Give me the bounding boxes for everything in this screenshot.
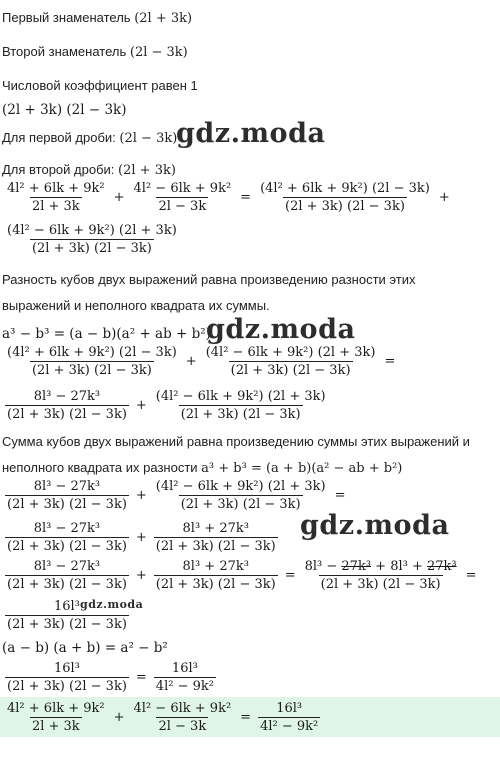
sum-of-cubes-label: неполного квадрата их разности xyxy=(2,460,198,475)
equation-row-2 xyxy=(2,222,182,257)
numerator: 16l³ xyxy=(171,661,198,676)
equals-sign: = xyxy=(240,190,252,205)
denominator: 2l + 3k xyxy=(31,199,80,214)
first-fraction-factor: (2l − 3k) xyxy=(119,131,178,146)
fraction xyxy=(5,520,129,555)
numerator: (4l² − 6lk + 9k²) (2l + 3k) xyxy=(7,223,177,238)
watermark-logo: gdz.moda xyxy=(206,314,356,345)
fraction xyxy=(154,660,216,695)
first-denominator-line xyxy=(2,10,192,27)
sum-of-cubes-text-1: Сумма кубов двух выражений равна произведению суммы этих выражений и xyxy=(2,434,470,449)
numerator: 8l³ − 27k³ xyxy=(33,521,101,536)
plus-sign: + xyxy=(135,488,147,503)
fraction xyxy=(258,700,320,735)
denominator: (2l + 3k) (2l − 3k) xyxy=(31,363,152,378)
plus-sign: + xyxy=(135,398,147,413)
cancelled-term: 27k³ xyxy=(427,559,457,574)
denominator: 4l² − 9k² xyxy=(260,719,319,734)
denominator: (2l + 3k) (2l − 3k) xyxy=(7,679,127,694)
fraction xyxy=(204,344,378,379)
equation-row-4 xyxy=(2,388,331,423)
denominator: 2l − 3k xyxy=(158,719,207,734)
difference-of-squares-formula: (a − b) (a + b) = a² − b² xyxy=(2,640,168,656)
fraction xyxy=(154,388,328,423)
difference-of-cubes-text-2: выражений и неполного квадрата их суммы. xyxy=(2,298,270,313)
denominator: (2l + 3k) (2l − 3k) xyxy=(7,617,127,632)
denominator: (2l + 3k) (2l − 3k) xyxy=(285,199,405,214)
second-denominator-expr: (2l − 3k) xyxy=(129,45,188,60)
fraction xyxy=(154,558,278,593)
denominator: (2l + 3k) (2l − 3k) xyxy=(7,539,127,554)
equals-sign: = xyxy=(465,568,477,583)
second-fraction-label: Для второй дроби: xyxy=(2,162,115,177)
fraction xyxy=(5,344,179,379)
equation-row-1 xyxy=(2,180,454,215)
equation-row-5 xyxy=(2,478,349,513)
denominator: (2l + 3k) (2l − 3k) xyxy=(31,241,152,256)
fraction xyxy=(5,180,107,215)
numerator: (4l² − 6lk + 9k²) (2l + 3k) xyxy=(155,389,326,404)
numerator: 16l³ xyxy=(53,599,80,614)
second-fraction-factor-line xyxy=(2,162,176,179)
numerator: (4l² + 6lk + 9k²) (2l − 3k) xyxy=(260,181,430,196)
equals-sign: = xyxy=(240,710,252,725)
fraction xyxy=(5,700,107,735)
cancelled-term: 27k³ xyxy=(341,559,372,574)
first-fraction-factor-line xyxy=(2,130,177,147)
equation-row-7 xyxy=(2,558,481,593)
denominator: 4l² − 9k² xyxy=(155,679,214,694)
plus-sign: + xyxy=(135,530,147,545)
numerator: 16l³ xyxy=(276,701,303,716)
plus-sign: + xyxy=(113,710,125,725)
fraction xyxy=(5,660,129,695)
fraction xyxy=(5,558,129,593)
numerator: 4l² + 6lk + 9k² xyxy=(7,181,105,196)
denominator: (2l + 3k) (2l − 3k) xyxy=(320,577,441,592)
denominator: (2l + 3k) (2l − 3k) xyxy=(155,577,276,592)
first-denominator-label: Первый знаменатель xyxy=(2,10,131,25)
plus-sign: + xyxy=(113,190,125,205)
equals-sign: = xyxy=(384,354,396,369)
numerator: 8l³ − 27k³ xyxy=(33,559,101,574)
equation-row-6 xyxy=(2,520,281,555)
fraction xyxy=(303,558,459,593)
denominator: (2l + 3k) (2l − 3k) xyxy=(155,539,276,554)
denominator: 2l + 3k xyxy=(31,719,80,734)
numerator: 8l³ + 27k³ xyxy=(182,521,249,536)
numerator: 4l² − 6lk + 9k² xyxy=(133,701,232,716)
numerator: (4l² − 6lk + 9k²) (2l + 3k) xyxy=(205,345,376,360)
fraction xyxy=(5,388,129,423)
common-denominator: (2l + 3k) (2l − 3k) xyxy=(2,102,127,118)
equals-sign: = xyxy=(284,568,296,583)
fraction xyxy=(132,180,234,215)
plus-sign: + xyxy=(135,568,147,583)
denominator: (2l + 3k) (2l − 3k) xyxy=(180,407,301,422)
fraction xyxy=(258,180,432,215)
watermark-logo: gdz.moda xyxy=(176,118,326,149)
term: + 8l³ + xyxy=(371,559,428,574)
term: 8l³ − xyxy=(304,559,342,574)
first-denominator-expr: (2l + 3k) xyxy=(134,11,193,26)
fraction xyxy=(154,478,328,513)
first-fraction-label: Для первой дроби: xyxy=(2,130,116,145)
second-fraction-factor: (2l + 3k) xyxy=(118,163,176,178)
coefficient-line: Числовой коэффициент равен 1 xyxy=(2,78,198,93)
sum-of-cubes-text-2 xyxy=(2,460,402,477)
fraction xyxy=(154,520,278,555)
plus-sign: + xyxy=(185,354,197,369)
second-denominator-line xyxy=(2,44,188,61)
denominator: (2l + 3k) (2l − 3k) xyxy=(180,497,301,512)
final-answer-row xyxy=(2,700,323,735)
denominator: 2l − 3k xyxy=(158,199,207,214)
fraction xyxy=(132,700,234,735)
sum-of-cubes-formula: a³ + b³ = (a + b)(a² − ab + b²) xyxy=(201,461,403,476)
plus-sign: + xyxy=(438,190,450,205)
fraction xyxy=(5,222,179,257)
denominator: (2l + 3k) (2l − 3k) xyxy=(230,363,351,378)
watermark-logo: gdz.moda xyxy=(300,510,450,541)
numerator: 8l³ − 27k³ xyxy=(33,479,101,494)
difference-of-cubes-text-1: Разность кубов двух выражений равна произведению разности этих xyxy=(2,272,416,287)
numerator: (4l² + 6lk + 9k²) (2l − 3k) xyxy=(7,345,177,360)
numerator xyxy=(303,558,459,575)
numerator: (4l² − 6lk + 9k²) (2l + 3k) xyxy=(155,479,326,494)
numerator: 4l² + 6lk + 9k² xyxy=(7,701,105,716)
numerator: 8l³ − 27k³ xyxy=(33,389,101,404)
equals-sign: = xyxy=(334,488,346,503)
numerator: 8l³ + 27k³ xyxy=(182,559,249,574)
denominator: (2l + 3k) (2l − 3k) xyxy=(7,577,127,592)
numerator: 4l² − 6lk + 9k² xyxy=(133,181,232,196)
equation-row-3 xyxy=(2,344,399,379)
fraction xyxy=(5,478,129,513)
equals-sign: = xyxy=(135,670,147,685)
second-denominator-label: Второй знаменатель xyxy=(2,44,127,59)
denominator: (2l + 3k) (2l − 3k) xyxy=(7,497,127,512)
denominator: (2l + 3k) (2l − 3k) xyxy=(7,407,127,422)
equation-row-9 xyxy=(2,660,219,695)
numerator: 16l³ xyxy=(53,661,80,676)
difference-of-cubes-formula: a³ − b³ = (a − b)(a² + ab + b²) xyxy=(2,326,211,342)
watermark-logo: gdz.moda xyxy=(80,598,144,611)
